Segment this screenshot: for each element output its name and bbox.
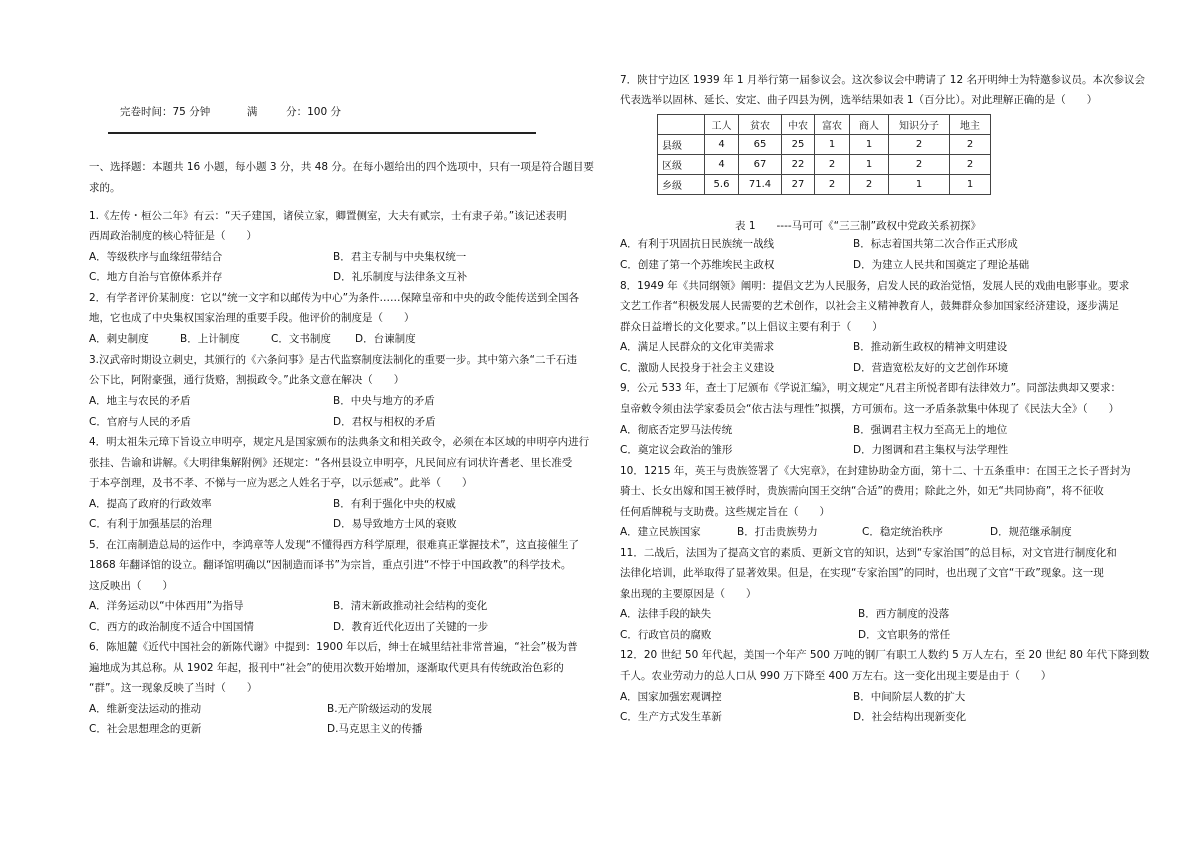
table-header-cell: 中农 [782, 115, 815, 135]
question-5-option-b[interactable]: B．清末新政推动社会结构的变化 [333, 600, 488, 612]
question-4-line-3: 于本亭剖理，及书不孝、不悌与一应为恶之人姓名于亭，以示惩戒”。此举（ ） [89, 477, 473, 489]
question-6-line-1: 6．陈旭麓《近代中国社会的新陈代谢》中提到：1900 年以后，绅士在城里结社非常普遍，“社会”极为普 [89, 641, 578, 653]
table-cell: 1 [815, 135, 850, 155]
question-11-line-3: 象出现的主要原因是（ ） [620, 588, 757, 600]
question-7-line-2: 代表选举以固林、延长、安定、曲子四县为例，选举结果如表 1（百分比）。对此理解正确的是（ ） [620, 94, 1098, 106]
question-6-option-d[interactable]: D.马克思主义的传播 [327, 723, 423, 735]
table-header-cell: 工人 [705, 115, 739, 135]
question-12-option-b[interactable]: B．中间阶层人数的扩大 [853, 691, 966, 703]
table-cell: 2 [950, 135, 991, 155]
question-4-option-b[interactable]: B．有利于强化中央的权威 [333, 498, 456, 510]
table-header-row [658, 115, 991, 135]
table-cell: 1 [850, 135, 889, 155]
question-4-line-1: 4．明太祖朱元璋下旨设立申明亭，规定凡是国家颁布的法典条文和相关政令，必须在本区域的申明亭内进行 [89, 436, 590, 448]
question-7-option-a[interactable]: A．有利于巩固抗日民族统一战线 [620, 238, 775, 250]
question-5-option-d[interactable]: D．教育近代化迈出了关键的一步 [333, 621, 489, 633]
question-12-option-a[interactable]: A．国家加强宏观调控 [620, 691, 722, 703]
question-6-option-a[interactable]: A．维新变法运动的推动 [89, 703, 202, 715]
question-7-option-d[interactable]: D．为建立人民共和国奠定了理论基础 [853, 259, 1030, 271]
section-instruction-line-1: 一、选择题：本题共 16 小题，每小题 3 分，共 48 分。在每小题给出的四个选项中，只有一项是符合题目要 [89, 161, 594, 173]
question-9-option-a[interactable]: A．彻底否定罗马法传统 [620, 424, 733, 436]
table-cell: 2 [850, 175, 889, 195]
table-header-cell [658, 115, 705, 135]
table-cell: 27 [782, 175, 815, 195]
question-10-option-b[interactable]: B．打击贵族势力 [737, 526, 818, 538]
table-cell: 2 [889, 135, 950, 155]
question-6-line-3: “群”。这一现象反映了当时（ ） [89, 682, 258, 694]
table-cell: 4 [705, 155, 739, 175]
table-header-cell: 贫农 [739, 115, 782, 135]
question-10-line-2: 骑士、长女出嫁和国王被俘时，贵族需向国王交纳“合适”的费用；除此之外，如无“共同协商”，将不征收 [620, 485, 1104, 497]
section-instruction-line-2: 求的。 [89, 182, 121, 194]
question-1-option-c[interactable]: C．地方自治与官僚体系并存 [89, 271, 223, 283]
question-1-option-b[interactable]: B．君主专制与中央集权统一 [333, 251, 467, 263]
question-2-option-d[interactable]: D．台谏制度 [355, 333, 416, 345]
table-row [658, 175, 991, 195]
table-cell: 1 [889, 175, 950, 195]
question-4-option-d[interactable]: D．易导致地方士风的衰败 [333, 518, 457, 530]
exam-time-info [120, 104, 341, 119]
question-7-option-b[interactable]: B．标志着国共第二次合作正式形成 [853, 238, 1018, 250]
question-7-line-1: 7．陕甘宁边区 1939 年 1 月举行第一届参议会。这次参议会中聘请了 12 名开明绅士为特邀参议员。本次参议会 [620, 74, 1145, 86]
question-9-option-b[interactable]: B．强调君主权力至高无上的地位 [853, 424, 1008, 436]
question-2-option-c[interactable]: C．文书制度 [271, 333, 331, 345]
question-9-line-2: 皇帝敕令须由法学家委员会“依古法与理性”拟撰，方可颁布。这一矛盾条款集中体现了《民法大全》（ ） [620, 403, 1120, 415]
table-caption: 表 1 ----马可可《“三三制”政权中党政关系初探》 [735, 220, 982, 232]
score-label-2: 分：100 分 [286, 106, 341, 118]
question-5-option-a[interactable]: A．洋务运动以“中体西用”为指导 [89, 600, 244, 612]
question-8-line-2: 文艺工作者“积极发展人民需要的艺术创作，以社会主义精神教育人，鼓舞群众参加国家经济建设，逐步满足 [620, 300, 1119, 312]
table-cell: 1 [850, 155, 889, 175]
question-8-option-d[interactable]: D．营造宽松友好的文艺创作环境 [853, 362, 1009, 374]
question-1-line-1: 1.《左传・桓公二年》有云：“天子建国，诸侯立家，卿置侧室，大夫有贰宗，士有隶子弟。”该记述表明 [89, 210, 567, 222]
question-2-option-b[interactable]: B．上计制度 [180, 333, 240, 345]
question-2-line-1: 2．有学者评价某制度：它以“统一文字和以邮传为中心”为条件……保障皇帝和中央的政令能传送到全国各 [89, 292, 580, 304]
question-8-option-c[interactable]: C．激励人民投身于社会主义建设 [620, 362, 775, 374]
table-cell: 2 [815, 175, 850, 195]
question-8-option-b[interactable]: B．推动新生政权的精神文明建设 [853, 341, 1008, 353]
question-3-option-b[interactable]: B．中央与地方的矛盾 [333, 395, 435, 407]
question-4-line-2: 张挂、告谕和讲解。《大明律集解附例》还规定：“各州县设立申明亭，凡民间应有词状许耆老、里长准受 [89, 457, 573, 469]
question-11-option-d[interactable]: D．文官职务的常任 [858, 629, 951, 641]
table-cell: 1 [950, 175, 991, 195]
table-cell: 2 [950, 155, 991, 175]
question-5-line-3: 这反映出（ ） [89, 580, 173, 592]
table-cell: 67 [739, 155, 782, 175]
question-12-option-d[interactable]: D．社会结构出现新变化 [853, 711, 967, 723]
time-label: 完卷时间：75 分钟 [120, 106, 211, 118]
question-9-option-c[interactable]: C．奠定议会政治的雏形 [620, 444, 733, 456]
question-11-line-2: 法律化培训，此举取得了显著效果。但是，在实现“专家治国”的同时，也出现了文官“干政”现象。这一现 [620, 567, 1104, 579]
table-header-cell: 知识分子 [889, 115, 950, 135]
table-cell: 区级 [658, 155, 705, 175]
table-cell: 22 [782, 155, 815, 175]
table-row [658, 155, 991, 175]
table-header-cell: 富农 [815, 115, 850, 135]
question-6-line-2: 遍地成为其总称。从 1902 年起，报刊中“社会”的使用次数开始增加，逐渐取代更具有传统政治色彩的 [89, 662, 564, 674]
table-cell: 25 [782, 135, 815, 155]
question-12-option-c[interactable]: C．生产方式发生革新 [620, 711, 722, 723]
question-5-line-2: 1868 年翻译馆的设立。翻译馆明确以“因制造而译书”为宗旨，重点引进“不悖于中国政教”的科学技术。 [89, 559, 572, 571]
table-cell: 5.6 [705, 175, 739, 195]
table-row [658, 135, 991, 155]
question-1-option-a[interactable]: A．等级秩序与血缘纽带结合 [89, 251, 223, 263]
table-cell: 65 [739, 135, 782, 155]
election-results-table [657, 114, 991, 195]
question-4-option-a[interactable]: A．提高了政府的行政效率 [89, 498, 212, 510]
table-cell: 2 [889, 155, 950, 175]
question-6-option-c[interactable]: C．社会思想理念的更新 [89, 723, 202, 735]
question-7-option-c[interactable]: C．创建了第一个苏维埃民主政权 [620, 259, 775, 271]
table-header-cell: 地主 [950, 115, 991, 135]
question-11-option-c[interactable]: C．行政官员的腐败 [620, 629, 712, 641]
table-cell: 2 [815, 155, 850, 175]
table-cell: 4 [705, 135, 739, 155]
question-3-line-1: 3.汉武帝时期设立刺史，其颁行的《六条问事》是古代监察制度法制化的重要一步。其中第六条“二千石违 [89, 354, 577, 366]
table-cell: 乡级 [658, 175, 705, 195]
question-6-option-b[interactable]: B.无产阶级运动的发展 [327, 703, 433, 715]
question-12-line-2: 千人。农业劳动力的总人口从 990 万下降至 400 万左右。这一变化出现主要是由于（ ） [620, 670, 1052, 682]
score-label-1: 满 [246, 106, 258, 118]
question-9-option-d[interactable]: D．力图调和君主集权与法学理性 [853, 444, 1009, 456]
question-5-line-1: 5．在江南制造总局的运作中，李鸿章等人发现“不懂得西方科学原理，很难真正掌握技术”，这直接催生了 [89, 539, 580, 551]
question-9-line-1: 9．公元 533 年，查士丁尼颁布《学说汇编》，明文规定“凡君主所悦者即有法律效力”。同部法典却又要求： [620, 382, 1122, 394]
question-10-line-3: 任何盾牌税与支助费。这些规定旨在（ ） [620, 506, 830, 518]
question-8-line-1: 8．1949 年《共同纲领》阐明：提倡文艺为人民服务，启发人民的政治觉悟，发展人民的戏曲电影事业。要求 [620, 280, 1130, 292]
question-10-option-d[interactable]: D．规范继承制度 [990, 526, 1072, 538]
question-10-option-c[interactable]: C．稳定统治秩序 [862, 526, 943, 538]
question-3-option-d[interactable]: D．君权与相权的矛盾 [333, 416, 436, 428]
question-3-option-a[interactable]: A．地主与农民的矛盾 [89, 395, 191, 407]
question-1-option-d[interactable]: D．礼乐制度与法律条文互补 [333, 271, 468, 283]
question-11-line-1: 11．二战后，法国为了提高文官的素质、更新文官的知识，达到“专家治国”的总目标，对文官进行制度化和 [620, 547, 1117, 559]
question-10-line-1: 10．1215 年，英王与贵族签署了《大宪章》，在封建协助金方面，第十二、十五条重申：在国王之长子晋封为 [620, 465, 1131, 477]
question-11-option-a[interactable]: A．法律手段的缺失 [620, 608, 712, 620]
question-2-line-2: 地，它也成了中央集权国家治理的重要手段。他评价的制度是（ ） [89, 312, 415, 324]
question-8-line-3: 群众日益增长的文化要求。”以上倡议主要有利于（ ） [620, 321, 883, 333]
table-header-cell: 商人 [850, 115, 889, 135]
question-3-line-2: 公下比，阿附豪强，通行货赂，割损政令。”此条文意在解决（ ） [89, 374, 405, 386]
question-12-line-1: 12．20 世纪 50 年代起，美国一个年产 500 万吨的钢厂有职工人数约 5 万人左右，至 20 世纪 80 年代下降到数 [620, 649, 1150, 661]
question-4-option-c[interactable]: C．有利于加强基层的治理 [89, 518, 212, 530]
table-cell: 71.4 [739, 175, 782, 195]
question-11-option-b[interactable]: B．西方制度的没落 [858, 608, 950, 620]
header-rule [108, 132, 536, 134]
question-10-option-a[interactable]: A．建立民族国家 [620, 526, 701, 538]
question-8-option-a[interactable]: A．满足人民群众的文化审美需求 [620, 341, 775, 353]
question-2-option-a[interactable]: A．刺史制度 [89, 333, 149, 345]
question-3-option-c[interactable]: C．官府与人民的矛盾 [89, 416, 191, 428]
question-5-option-c[interactable]: C．西方的政治制度不适合中国国情 [89, 621, 254, 633]
question-1-line-2: 西周政治制度的核心特征是（ ） [89, 230, 257, 242]
table-cell: 县级 [658, 135, 705, 155]
